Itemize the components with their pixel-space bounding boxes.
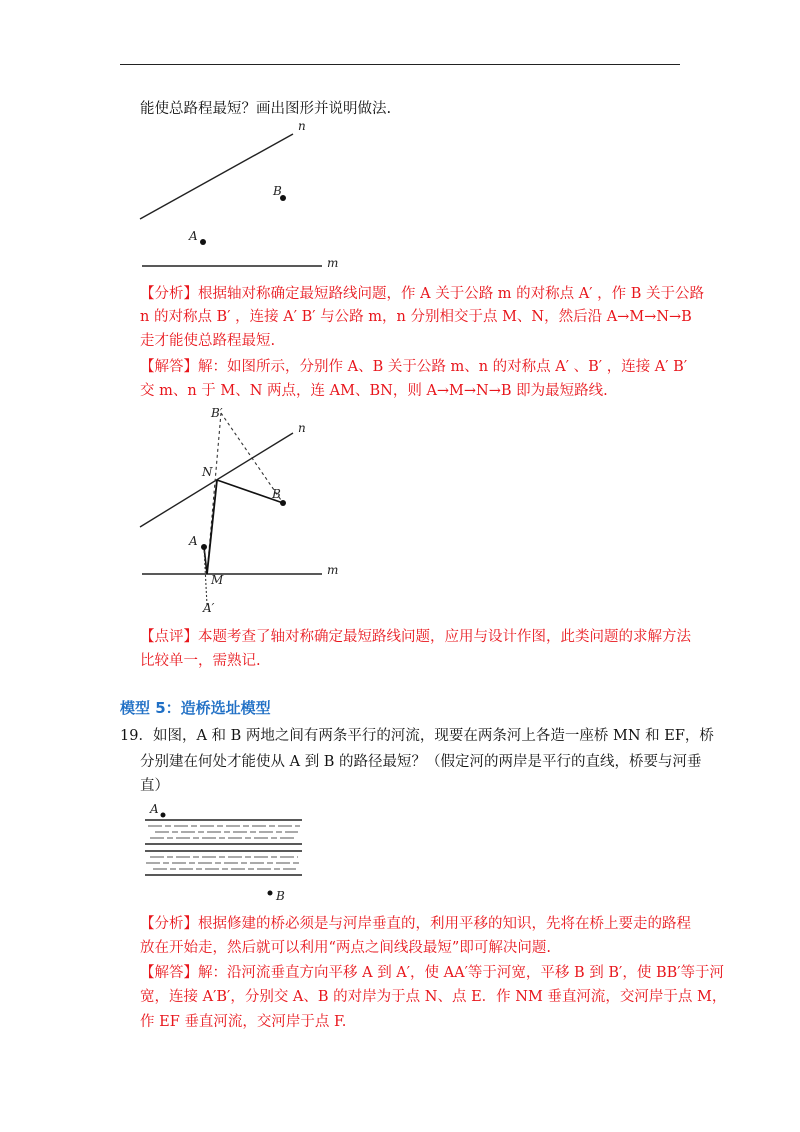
comment1-line2: 比较单一，需熟记. bbox=[140, 653, 261, 669]
point-A bbox=[161, 813, 166, 818]
answer2-line1: 【解答】解：沿河流垂直方向平移 A 到 A′，使 AA′等于河宽，平移 B 到 B′，使 BB′等于河 bbox=[140, 965, 725, 981]
label-N: N bbox=[202, 465, 213, 479]
section-heading: 模型 5：造桥选址模型 bbox=[120, 699, 271, 717]
river-1-waves bbox=[148, 826, 300, 838]
label-n: n bbox=[298, 421, 306, 435]
point-B bbox=[268, 891, 273, 896]
analysis2-line1: 【分析】根据修建的桥必须是与河岸垂直的，利用平移的知识，先将在桥上要走的路程 bbox=[140, 916, 691, 932]
analysis2-line2: 放在开始走，然后就可以利用“两点之间线段最短”即可解决问题. bbox=[140, 940, 551, 956]
q19-line2: 分别建在何处才能使从 A 到 B 的路径最短？（假定河的两岸是平行的直线，桥要与河垂 bbox=[140, 754, 702, 770]
analysis1-line1: 【分析】根据轴对称确定最短路线问题，作 A 关于公路 m 的对称点 A′ ，作 B 关于公路 bbox=[140, 286, 705, 302]
q19-line1: 19．如图，A 和 B 两地之间有两条平行的河流，现要在两条河上各造一座桥 MN 和 EF，桥 bbox=[120, 728, 714, 744]
answer2-line3: 作 EF 垂直河流，交河岸于点 F. bbox=[140, 1014, 347, 1030]
answer1-line1: 【解答】解：如图所示，分别作 A、B 关于公路 m、n 的对称点 A′ 、B′ ，连接 A′ B′ bbox=[140, 359, 688, 375]
answer1-line2: 交 m、n 于 M、N 两点，连 AM、BN，则 A→M→N→B 即为最短路线. bbox=[140, 383, 608, 399]
river-2-waves bbox=[146, 857, 300, 869]
analysis1-line3: 走才能使总路程最短. bbox=[140, 333, 276, 349]
label-Bprime: B′ bbox=[211, 406, 223, 420]
label-M: M bbox=[211, 573, 224, 587]
label-A: A bbox=[189, 534, 198, 548]
comment1-line1: 【点评】本题考查了轴对称确定最短路线问题，应用与设计作图，此类问题的求解方法 bbox=[140, 629, 691, 645]
label-A: A bbox=[150, 802, 159, 816]
label-B: B bbox=[276, 889, 285, 903]
analysis1-line2: n 的对称点 B′ ，连接 A′ B′ 与公路 m，n 分别相交于点 M、N，然后沿 A→M→N→B bbox=[140, 309, 692, 325]
label-B: B bbox=[272, 487, 281, 501]
q19-line3: 直） bbox=[140, 778, 169, 794]
label-n: n bbox=[298, 119, 306, 133]
label-A: A bbox=[189, 229, 198, 243]
label-Aprime: A′ bbox=[203, 601, 215, 615]
label-m: m bbox=[327, 563, 339, 577]
label-m: m bbox=[327, 256, 339, 270]
answer2-line2: 宽，连接 A′B′，分别交 A、B 的对岸为于点 N、点 E．作 NM 垂直河流，交河岸于点 M， bbox=[140, 989, 727, 1005]
intro-line: 能使总路程最短？画出图形并说明做法. bbox=[140, 101, 392, 117]
label-B: B bbox=[273, 184, 282, 198]
